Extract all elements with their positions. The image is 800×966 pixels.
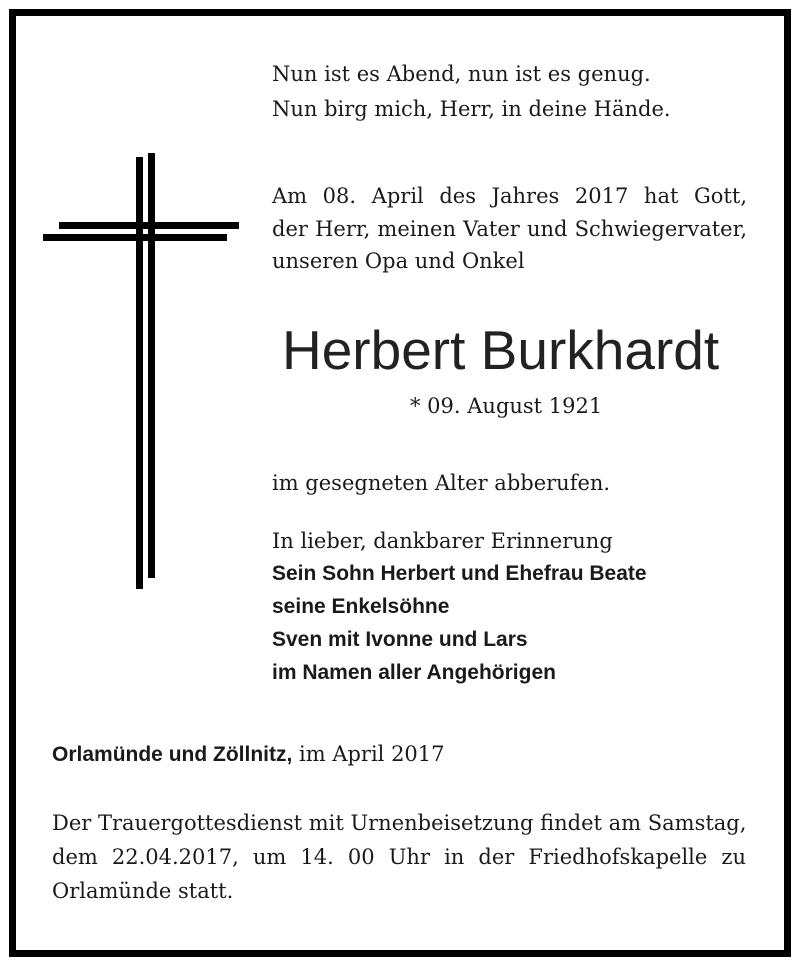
intro-line-3: unseren Opa und Onkel [272, 249, 525, 273]
service-line-1: Der Trauergottesdienst mit Urnenbeisetzung findet am Samstag, [52, 811, 747, 835]
intro-line-1: Am 08. April des Jahres 2017 hat Gott, [272, 184, 747, 208]
deceased-name: Herbert Burkhardt [282, 319, 720, 381]
place-date: im April 2017 [299, 742, 445, 766]
birth-date: * 09. August 1921 [410, 394, 603, 418]
remembrance-text: In lieber, dankbarer Erinnerung [272, 529, 613, 553]
service-line-3: Orlamünde statt. [52, 879, 234, 903]
service-line-2: dem 22.04.2017, um 14. 00 Uhr in der Friedhofskapelle zu [52, 845, 746, 869]
motto-line-2: Nun birg mich, Herr, in deine Hände. [272, 97, 671, 121]
place-date-line [52, 737, 445, 772]
mourner-line-2: seine Enkelsöhne [272, 595, 450, 618]
motto-line-1: Nun ist es Abend, nun ist es genug. [272, 62, 651, 86]
called-home-text: im gesegneten Alter abberufen. [272, 471, 611, 495]
place-locations: Orlamünde und Zöllnitz, [52, 743, 293, 766]
mourner-line-4: im Namen aller Angehörigen [272, 661, 556, 684]
intro-line-2: der Herr, meinen Vater und Schwiegervater, [272, 217, 747, 241]
mourner-line-3: Sven mit Ivonne und Lars [272, 628, 528, 651]
mourner-line-1: Sein Sohn Herbert und Ehefrau Beate [272, 562, 647, 585]
